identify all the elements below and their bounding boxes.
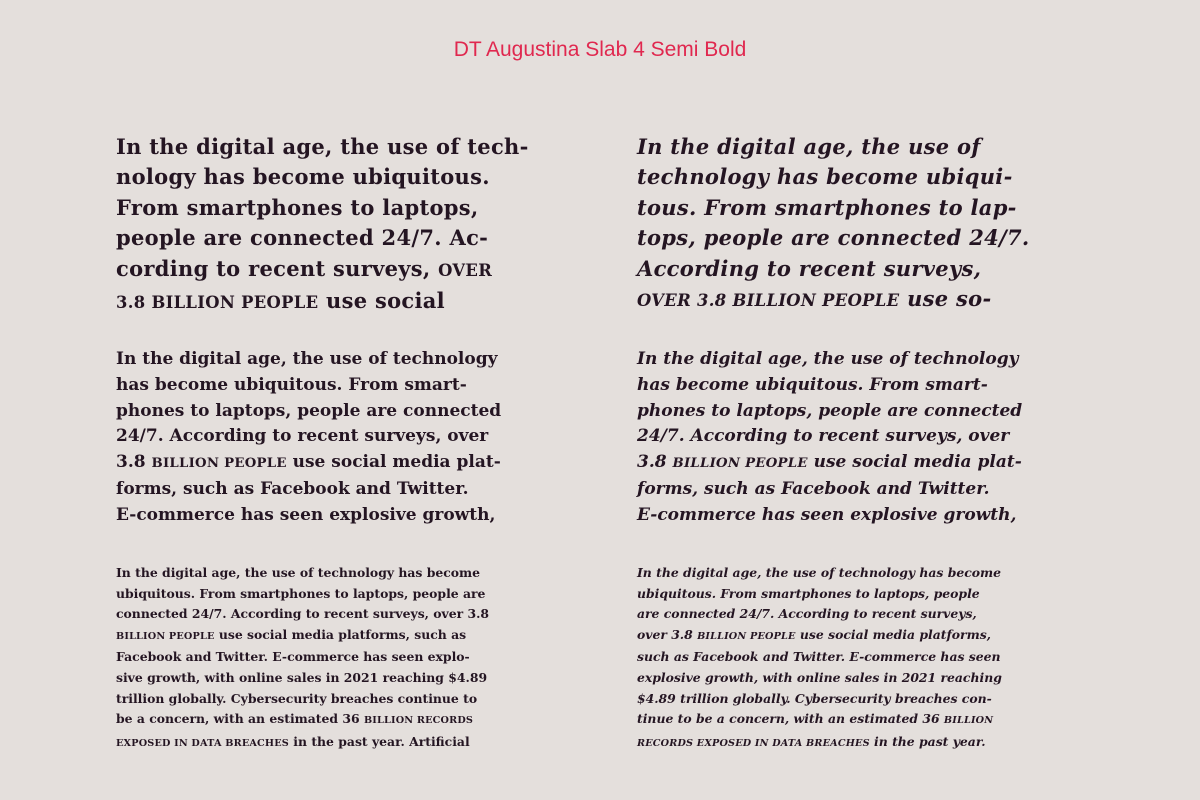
text-run: be a concern, with an estimated 36 [116,711,364,727]
specimen-line [116,347,501,373]
specimen-line [637,193,1030,223]
text-run: sive growth, with online sales in 2021 reaching $4.89 [116,669,488,685]
text-run: In the digital age, the use of technology has become [637,565,1002,580]
text-run: tops, people are connected 24/7. [637,225,1030,251]
font-name-title: DT Augustina Slab 4 Semi Bold [453,38,747,61]
text-run: phones to laptops, people are connected [116,400,502,421]
specimen-line [637,254,1030,284]
specimen-medium-italic [637,347,1022,529]
small-caps-text: BILLION [943,715,994,727]
text-run: forms, such as Facebook and Twitter. [637,478,990,499]
text-run: In the digital age, the use of tech- [116,134,529,159]
specimen-line [637,284,1030,316]
specimen-small-roman [116,563,489,754]
text-run: In the digital age, the use of technology [116,349,498,369]
text-run: 24/7. According to recent surveys, over [637,426,1010,447]
specimen-line [116,647,489,668]
specimen-line [637,162,1030,192]
specimen-line [116,668,489,689]
specimen-line [116,373,501,399]
text-run: ubiquitous. From smartphones to laptops, people are [116,585,486,601]
text-run: use social media plat- [807,452,1022,473]
text-run: 3.8 [637,452,673,473]
text-run: E-commerce has seen explosive growth, [637,504,1017,525]
specimen-line [637,503,1022,529]
text-run: From smartphones to laptops, [116,194,479,220]
specimen-line [116,709,489,732]
text-run: trillion globally. Cybersecurity breaches continue to [116,690,478,706]
specimen-line [116,162,529,192]
text-run: tous. From smartphones to lap- [637,194,1017,220]
text-run: Facebook and Twitter. E-commerce has seen explo- [116,649,470,665]
text-run: such as Facebook and Twitter. E-commerce has seen [637,649,1001,665]
specimen-line [116,503,501,529]
specimen-large-italic [637,132,1030,316]
specimen-line [116,424,501,450]
specimen-line [637,477,1022,503]
specimen-line [637,604,1002,625]
specimen-line [637,223,1030,253]
specimen-line [116,193,529,223]
small-caps-text: RECORDS EXPOSED IN DATA BREACHES [637,737,870,749]
text-run: use social media platforms, such as [214,626,467,642]
text-run: forms, such as Facebook and Twitter. [116,478,469,499]
specimen-line [116,132,529,162]
specimen-line [637,647,1002,668]
small-caps-text: BILLION PEOPLE [151,456,287,472]
specimen-line [637,132,1030,162]
specimen-line [116,254,529,286]
text-run: over 3.8 [637,626,698,642]
small-caps-text: OVER 3.8 BILLION PEOPLE [637,291,900,311]
specimen-line [637,450,1022,477]
specimen-line [637,625,1002,648]
specimen-line [637,584,1002,605]
text-run: has become ubiquitous. From smart- [637,374,988,395]
text-run: people are connected 24/7. Ac- [116,225,489,251]
text-run: cording to recent surveys, [116,255,439,281]
specimen-line [116,732,489,755]
text-run: phones to laptops, people are connected [637,400,1023,421]
text-run: nology has become ubiquitous. [116,164,490,190]
text-run: ubiquitous. From smartphones to laptops, people [637,585,980,601]
specimen-line [637,399,1022,425]
specimen-line [116,689,489,710]
text-run: use social media platforms, [795,626,991,642]
text-run: technology has become ubiqui- [637,164,1013,190]
text-run: use so- [899,286,992,312]
text-run: $4.89 trillion globally. Cybersecurity breaches con- [637,690,992,706]
text-run: tinue to be a concern, with an estimated 36 [637,711,944,727]
small-caps-text: BILLION RECORDS [363,715,474,727]
small-caps-text: BILLION PEOPLE [116,630,215,642]
text-run: in the past year. Artificial [288,733,470,749]
text-run: connected 24/7. According to recent surveys, over 3.8 [116,606,490,622]
small-caps-text: EXPOSED IN DATA BREACHES [116,737,289,749]
specimen-line [637,668,1002,689]
specimen-line [116,399,501,425]
small-caps-text: BILLION PEOPLE [672,456,808,472]
text-run: use social [318,288,445,314]
specimen-line [116,563,489,584]
text-run: According to recent surveys, [637,255,982,281]
specimen-large-roman [116,132,529,318]
text-run: In the digital age, the use of technology has become [116,565,481,580]
specimen-line [116,223,529,253]
specimen-line [637,732,1002,755]
specimen-line [637,424,1022,450]
specimen-line [116,584,489,605]
text-run: has become ubiquitous. From smart- [116,374,467,395]
text-run: use social media plat- [286,452,501,473]
specimen-medium-roman [116,347,501,529]
text-run: are connected 24/7. According to recent surveys, [637,606,977,622]
specimen-line [637,373,1022,399]
specimen-line [637,689,1002,710]
text-run: In the digital age, the use of [637,134,981,159]
text-run: 3.8 [116,452,152,473]
specimen-line [116,450,501,477]
specimen-line [116,286,529,318]
small-caps-text: OVER [438,260,493,280]
small-caps-text: BILLION PEOPLE [697,630,796,642]
specimen-small-italic [637,563,1002,754]
text-run: E-commerce has seen explosive growth, [116,504,496,525]
specimen-line [116,625,489,648]
text-run: in the past year. [869,733,986,749]
text-run: explosive growth, with online sales in 2021 reaching [637,669,1002,685]
specimen-line [116,477,501,503]
small-caps-text: 3.8 BILLION PEOPLE [116,293,319,313]
text-run: 24/7. According to recent surveys, over [116,426,489,447]
text-run: In the digital age, the use of technology [637,349,1019,369]
specimen-line [637,709,1002,732]
specimen-line [116,604,489,625]
specimen-line [637,563,1002,584]
specimen-line [637,347,1022,373]
